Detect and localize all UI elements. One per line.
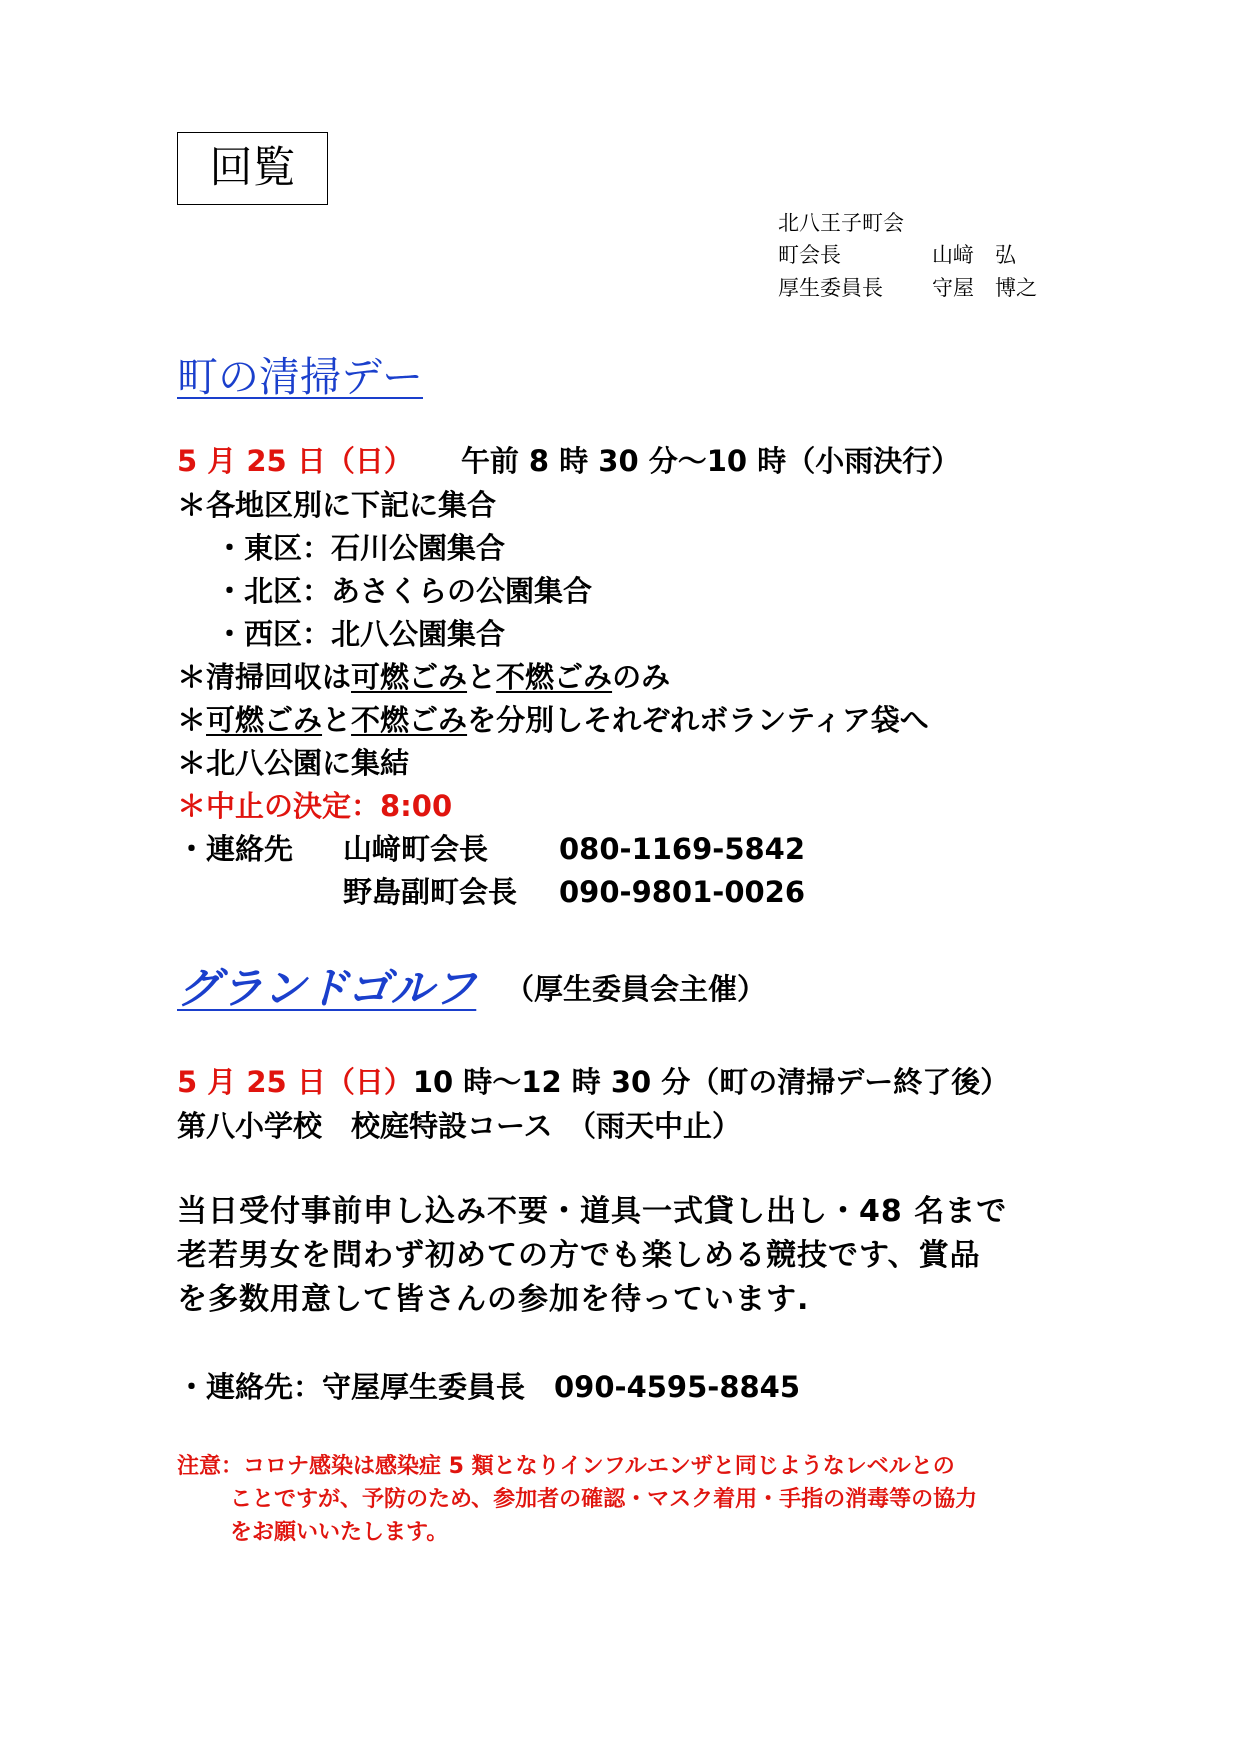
notice-line-1: 注意：コロナ感染は感染症 5 類となりインフルエンザと同じようなレベルとの	[177, 1454, 955, 1479]
cleanup-contact-label: ・連絡先	[177, 832, 294, 866]
sender-org: 北八王子町会	[778, 211, 904, 235]
nonburnable-text-2: 不燃ごみ	[351, 703, 468, 737]
cleanup-date: 5 月 25 日（日）	[177, 444, 413, 478]
golf-time: 10 時～12 時 30 分（町の清掃デー終了後）	[412, 1065, 1010, 1099]
golf-organizer: （厚生委員会主催）	[505, 972, 767, 1006]
golf-date: 5 月 25 日（日）	[177, 1065, 413, 1099]
collect-prefix: ＊清掃回収は	[177, 660, 352, 694]
cleanup-datetime-line	[177, 440, 960, 483]
cleanup-north: ・北区：あさくらの公園集合	[215, 574, 593, 608]
cleanup-contact2-name: 野島副町会長	[343, 875, 518, 909]
sender-welfare-title: 厚生委員長	[778, 276, 883, 300]
notice-line-2: ことですが、予防のため、参加者の確認・マスク着用・手指の消毒等の協力	[230, 1487, 978, 1512]
nonburnable-text: 不燃ごみ	[496, 660, 613, 694]
cleanup-assembly: ＊各地区別に下記に集合	[177, 488, 497, 522]
sender-chair-name: 山﨑 弘	[932, 243, 1016, 267]
to-text-2: と	[322, 703, 352, 737]
to-text: と	[467, 660, 497, 694]
golf-datetime-line	[177, 1061, 1009, 1104]
cleanup-contact1-phone: 080-1169-5842	[559, 832, 806, 866]
sender-welfare-name: 守屋 博之	[932, 276, 1037, 300]
cleanup-gather: ＊北八公園に集結	[177, 746, 410, 780]
cleanup-cancel-decision: ＊中止の決定：8:00	[177, 789, 453, 823]
sort-suffix: を分別しそれぞれボランティア袋へ	[467, 703, 929, 737]
burnable-text-2: 可燃ごみ	[206, 703, 323, 737]
collect-suffix: のみ	[612, 660, 671, 694]
cleanup-west: ・西区：北八公園集合	[215, 617, 506, 651]
sort-prefix: ＊	[177, 703, 207, 737]
golf-desc-2: 老若男女を問わず初めての方でも楽しめる競技です、賞品	[177, 1238, 981, 1273]
golf-venue: 第八小学校 校庭特設コース （雨天中止）	[177, 1109, 742, 1143]
cleanup-title: 町の清掃デー	[177, 353, 423, 401]
sender-chair-title: 町会長	[778, 243, 841, 267]
cleanup-contact2-phone: 090-9801-0026	[559, 875, 806, 909]
burnable-text: 可燃ごみ	[351, 660, 468, 694]
cleanup-east: ・東区：石川公園集合	[215, 531, 506, 565]
golf-desc-1: 当日受付事前申し込み不要・道具一式貸し出し・48 名まで	[177, 1194, 1008, 1229]
cleanup-collect	[177, 656, 670, 699]
golf-desc-3: を多数用意して皆さんの参加を待っています.	[177, 1282, 810, 1317]
golf-contact: ・連絡先：守屋厚生委員長 090-4595-8845	[177, 1370, 801, 1404]
notice-line-3: をお願いいたします。	[230, 1520, 449, 1545]
cleanup-sort	[177, 699, 929, 742]
circulation-label: 回覧	[177, 132, 328, 205]
golf-title: グランドゴルフ	[177, 964, 477, 1014]
cleanup-time: 午前 8 時 30 分～10 時（小雨決行）	[460, 444, 961, 478]
cleanup-contact1-name: 山﨑町会長	[343, 832, 489, 866]
